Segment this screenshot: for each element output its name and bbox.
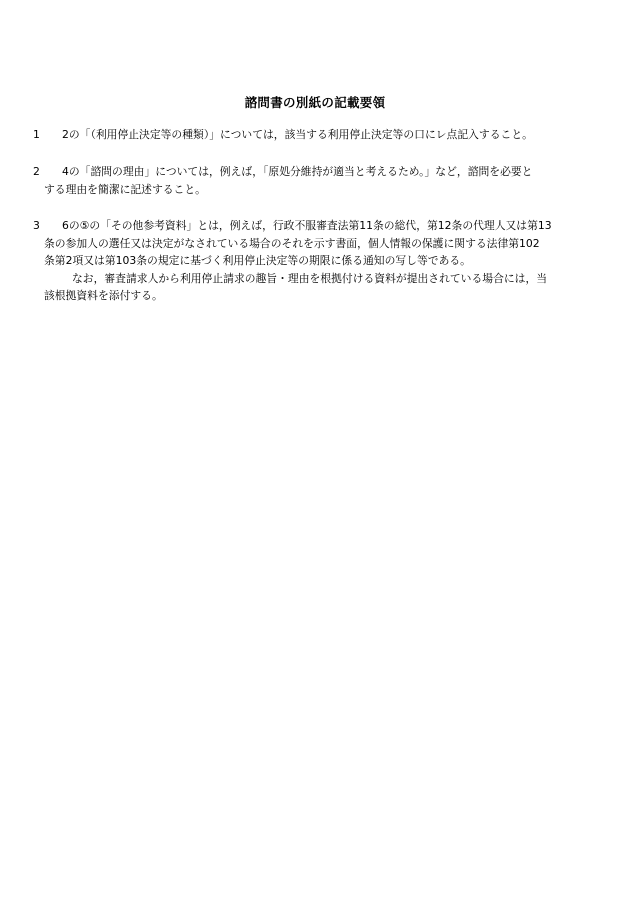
item-line: 条の参加人の選任又は決定がなされている場合のそれを示す書面，個人情報の保護に関する法律第102: [44, 236, 540, 250]
item-text: [44, 217, 593, 305]
item-number: 3: [33, 219, 40, 232]
item-line: なお，審査請求人から利用停止請求の趣旨・理由を根拠付ける資料が提出されている場合には，当: [72, 271, 548, 285]
item-line: する理由を簡潔に記述すること。: [44, 182, 206, 196]
list-item: [33, 163, 593, 198]
item-line: 条第2項又は第103条の規定に基づく利用停止決定等の期限に係る通知の写し等である。: [44, 254, 471, 267]
item-number: 1: [33, 128, 40, 141]
item-line: 4の「諮問の理由」については，例えば，「原処分維持が適当と考えるため。」など，諮問を必要と: [62, 165, 533, 178]
item-number: 2: [33, 165, 40, 178]
item-line: 該根拠資料を添付する。: [44, 289, 163, 302]
item-text: [62, 126, 593, 144]
list-item: [33, 217, 593, 305]
document-title: 諮問書の別紙の記載要領: [244, 95, 386, 110]
item-text: [44, 163, 593, 198]
item-line: 2の「（利用停止決定等の種類）」については，該当する利用停止決定等の口にレ点記入すること。: [62, 128, 533, 141]
list-item: [33, 126, 593, 144]
item-line: 6の⑤の「その他参考資料」とは，例えば，行政不服審査法第11条の総代，第12条の代理人又は第13: [62, 219, 552, 232]
